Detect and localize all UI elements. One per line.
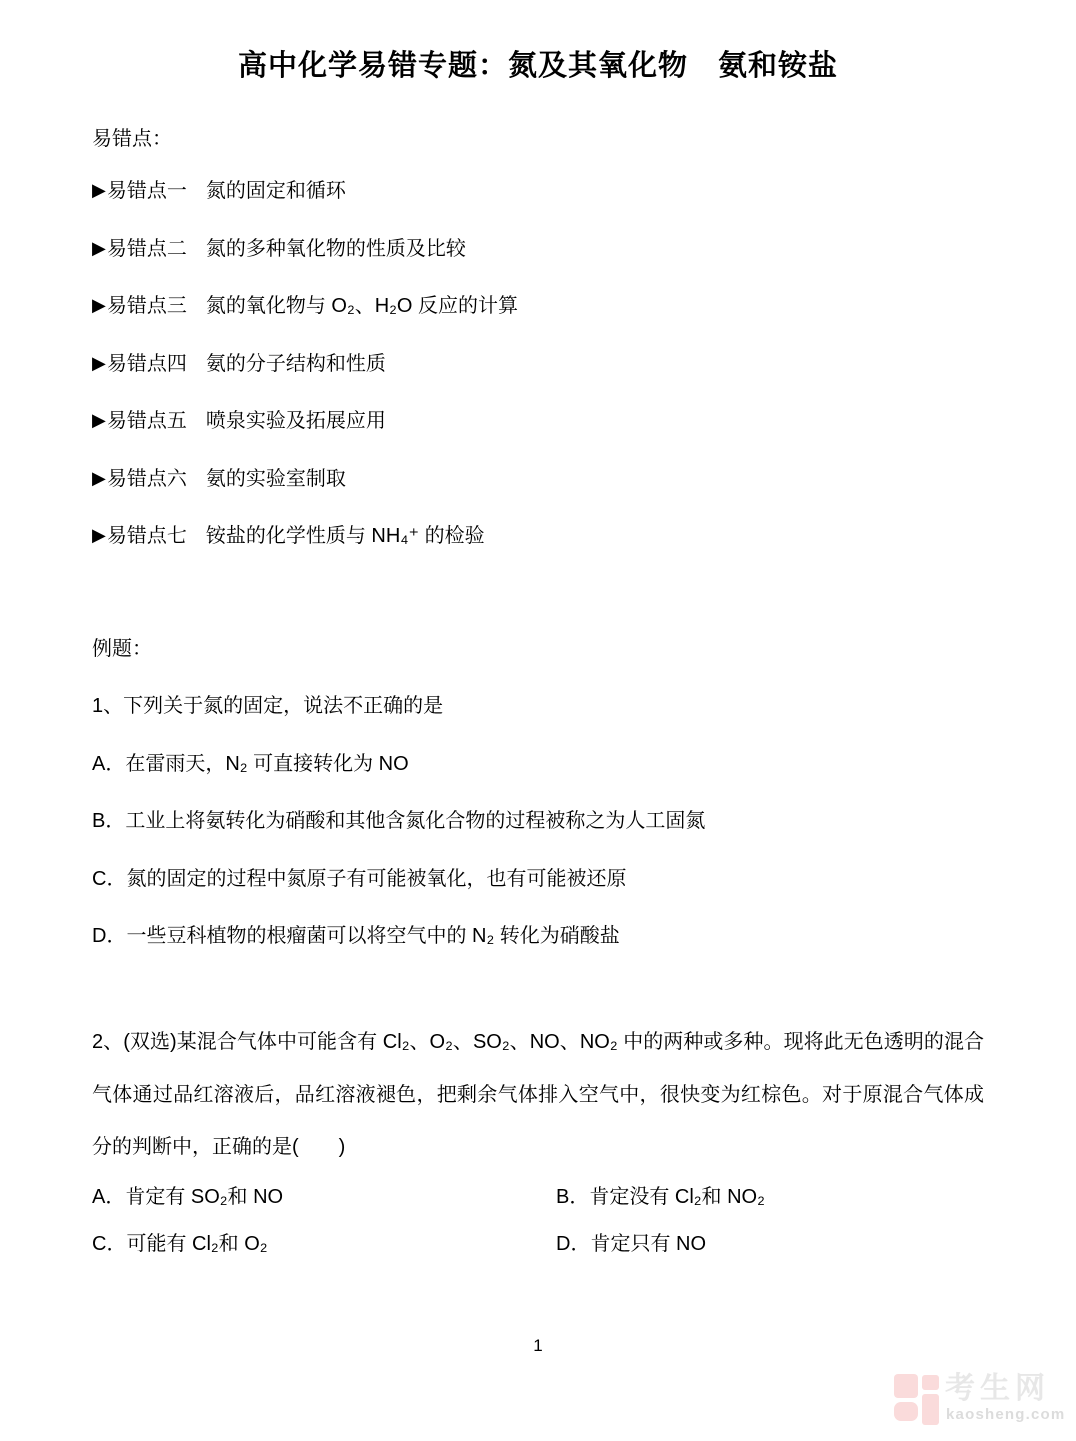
triangle-bullet-icon: ▶: [92, 180, 106, 201]
examples-heading: 例题：: [92, 638, 152, 661]
error-point-item: [92, 524, 984, 548]
error-point-label: 易错点六: [106, 467, 187, 490]
question-2-option-b: B．肯定没有 Cl₂和 NO₂: [556, 1185, 765, 1208]
question-2-option-c: C．可能有 Cl₂和 O₂: [92, 1233, 268, 1256]
error-point-text: 氮的多种氧化物的性质及比较: [205, 237, 466, 260]
error-points-heading: 易错点：: [92, 128, 172, 151]
triangle-bullet-icon: ▶: [92, 352, 106, 373]
error-point-item: [92, 294, 984, 318]
error-point-text: 氮的氧化物与 O₂、H₂O 反应的计算: [205, 295, 519, 318]
error-point-label: 易错点四: [106, 352, 187, 375]
page-title: 高中化学易错专题：氮及其氧化物 氨和铵盐: [237, 50, 838, 83]
question-2-stem: 2、(双选)某混合气体中可能含有 Cl₂、O₂、SO₂、NO、NO₂ 中的两种或多种。现将此无色透明的混合气体通过品红溶液后，品红溶液褪色，把剩余气体排入空气中，很快变为红棕色。对于原混合气体成分的判断中，正确的是( ): [92, 1031, 984, 1159]
kaosheng-watermark: [890, 1369, 1066, 1431]
watermark-site-url: kaosheng.com: [946, 1406, 1066, 1424]
triangle-bullet-icon: ▶: [92, 525, 106, 546]
question-1-option-d: D．一些豆科植物的根瘤菌可以将空气中的 N₂ 转化为硝酸盐: [92, 925, 620, 948]
error-point-label: 易错点三: [106, 295, 187, 318]
error-point-item: [92, 179, 984, 203]
question-1-stem: 1、下列关于氮的固定，说法不正确的是: [92, 695, 444, 718]
question-2-options: [92, 1185, 984, 1257]
error-point-text: 铵盐的化学性质与 NH₄⁺ 的检验: [205, 525, 485, 548]
error-point-label: 易错点五: [106, 410, 187, 433]
error-point-label: 易错点七: [106, 525, 187, 548]
question-1-option-c: C．氮的固定的过程中氮原子有可能被氧化，也有可能被还原: [92, 867, 627, 890]
document-page: [0, 19, 1076, 1441]
triangle-bullet-icon: ▶: [92, 237, 106, 258]
error-point-text: 氨的实验室制取: [205, 467, 346, 490]
question-1-option-a: A．在雷雨天，N₂ 可直接转化为 NO: [92, 752, 409, 775]
question-2-option-a: A．肯定有 SO₂和 NO: [92, 1185, 284, 1208]
error-point-item: [92, 237, 984, 261]
error-point-item: [92, 409, 984, 433]
page-number: 1: [533, 1336, 543, 1356]
error-points-list: [92, 179, 984, 548]
question-2: [92, 1016, 984, 1256]
error-point-item: [92, 467, 984, 491]
error-point-label: 易错点二: [106, 237, 187, 260]
triangle-bullet-icon: ▶: [92, 467, 106, 488]
error-point-text: 氨的分子结构和性质: [205, 352, 386, 375]
triangle-bullet-icon: ▶: [92, 295, 106, 316]
triangle-bullet-icon: ▶: [92, 410, 106, 431]
question-1-option-b: B．工业上将氨转化为硝酸和其他含氮化合物的过程被称之为人工固氮: [92, 810, 706, 833]
watermark-site-name: 考生网: [945, 1372, 1050, 1406]
question-2-option-d: D．肯定只有 NO: [556, 1233, 706, 1256]
error-point-text: 氮的固定和循环: [205, 180, 346, 203]
error-point-text: 喷泉实验及拓展应用: [205, 410, 386, 433]
error-point-item: [92, 352, 984, 376]
question-1: [92, 694, 984, 948]
error-point-label: 易错点一: [106, 180, 187, 203]
